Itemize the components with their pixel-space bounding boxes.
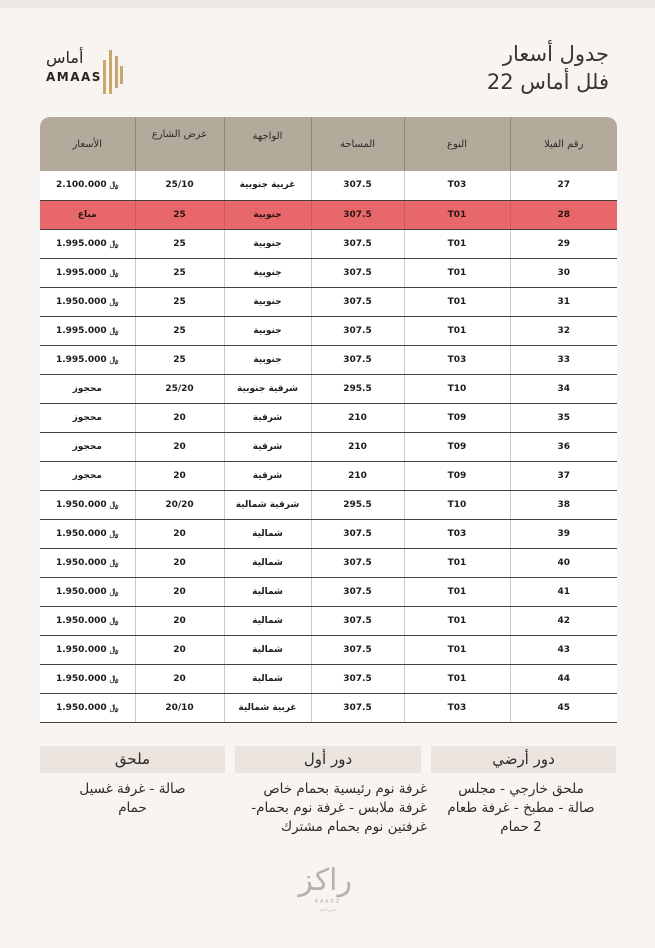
area-cell-text: 307.5 [343,267,372,278]
first-floor-details [232,780,427,837]
annex-details [40,780,225,818]
street-width-cell-text: 20 [173,441,186,452]
price-cell-text: محجوز [72,470,102,481]
type-cell-text: T01 [447,557,467,568]
rakez-tagline: بحس الثقة [319,907,337,912]
street-width-cell [135,229,224,258]
price-cell-text: 1.950.000 [55,528,107,539]
street-width-cell [135,432,224,461]
header-street-width: عرض الشارع [135,117,224,171]
price-cell-text: 1.995.000 [55,354,107,365]
type-cell-text: T01 [447,325,467,336]
area-cell [311,664,404,693]
street-width-cell [135,316,224,345]
facade-cell-text: شمالية [252,528,283,539]
area-cell [311,606,404,635]
area-cell [311,432,404,461]
street-width-cell-text: 25 [173,296,186,307]
facade-cell-text: شرقية [252,412,283,423]
facade-cell-text: جنوبية [253,267,282,278]
riyal-currency-icon: ﷼ [109,673,119,683]
facade-cell-text: جنوبية [253,296,282,307]
area-cell [311,548,404,577]
area-cell [311,693,404,722]
first-floor-title: دور أول [235,746,421,773]
street-width-cell [135,171,224,200]
type-cell [404,548,510,577]
ground-floor-line: صالة - مطبخ - غرفة طعام [447,800,595,816]
price-cell [40,606,135,635]
villa-number-cell [510,548,617,577]
villa-number-cell-text: 43 [557,644,571,655]
street-width-cell-text: 25 [173,209,186,220]
riyal-currency-icon: ﷼ [109,586,119,596]
street-width-cell-text: 20/20 [165,499,194,510]
first-floor-line: غرفة ملابس - غرفة نوم بحمام- [251,800,427,816]
price-table [40,117,617,723]
villa-number-cell [510,490,617,519]
table-row [40,664,617,693]
price-cell-text: 1.995.000 [55,325,107,336]
street-width-cell [135,461,224,490]
street-width-cell-text: 25/20 [165,383,194,394]
type-cell-text: T01 [447,615,467,626]
type-cell-text: T01 [447,238,467,249]
price-cell [40,664,135,693]
street-width-cell-text: 20 [173,615,186,626]
street-width-cell-text: 20 [173,412,186,423]
table-row [40,635,617,664]
villa-number-cell-text: 28 [557,209,571,220]
street-width-cell [135,200,224,229]
price-cell [40,490,135,519]
area-cell [311,461,404,490]
area-cell [311,171,404,200]
table-row [40,287,617,316]
page-title [487,40,609,96]
area-cell [311,258,404,287]
table-row [40,693,617,722]
street-width-cell [135,606,224,635]
rakez-logo [298,863,352,926]
street-width-cell-text: 20 [173,586,186,597]
annex-line: حمام [118,800,147,816]
type-cell-text: T10 [447,499,467,510]
area-cell [311,374,404,403]
annex-title: ملحق [40,746,225,773]
facade-cell-text: جنوبية [253,238,282,249]
price-cell-text: 1.950.000 [55,702,107,713]
street-width-cell [135,403,224,432]
facade-cell-text: شمالية [252,644,283,655]
header-facade: الواجهة [224,117,311,171]
annex-line: صالة - غرفة غسيل [79,781,186,797]
price-cell [40,316,135,345]
facade-cell [224,258,311,287]
villa-number-cell [510,200,617,229]
type-cell [404,577,510,606]
street-width-cell-text: 20 [173,644,186,655]
villa-number-cell [510,635,617,664]
facade-cell-text: شرقية جنوبية [237,383,298,394]
type-cell [404,693,510,722]
type-cell-text: T10 [447,383,467,394]
riyal-currency-icon: ﷼ [109,702,119,712]
area-cell-text: 307.5 [343,557,372,568]
table-row [40,200,617,229]
villa-number-cell-text: 33 [557,354,571,365]
villa-number-cell [510,432,617,461]
street-width-cell-text: 25 [173,354,186,365]
villa-number-cell [510,403,617,432]
type-cell-text: T09 [447,412,467,423]
street-width-cell-text: 20 [173,557,186,568]
type-cell-text: T01 [447,209,467,220]
riyal-currency-icon: ﷼ [109,325,119,335]
facade-cell-text: جنوبية [253,354,282,365]
type-cell [404,606,510,635]
price-cell-text: 1.950.000 [55,673,107,684]
price-cell [40,432,135,461]
table-row [40,577,617,606]
street-width-cell [135,548,224,577]
price-cell-text: محجوز [72,383,102,394]
ground-floor-line: 2 حمام [500,819,542,835]
header-area: المساحة [311,117,404,171]
type-cell [404,258,510,287]
villa-number-cell-text: 37 [557,470,571,481]
villa-number-cell [510,258,617,287]
street-width-cell [135,258,224,287]
facade-cell [224,316,311,345]
price-table-wrapper [40,117,617,723]
facade-cell [224,345,311,374]
price-cell [40,287,135,316]
street-width-cell-text: 20/10 [165,702,194,713]
area-cell-text: 307.5 [343,673,372,684]
table-row [40,258,617,287]
facade-cell [224,693,311,722]
facade-cell-text: غربية شمالية [238,702,297,713]
top-band [0,0,655,8]
villa-number-cell [510,519,617,548]
table-row [40,606,617,635]
villa-number-cell-text: 31 [557,296,571,307]
header-price: الأسعار [40,117,135,171]
facade-cell [224,635,311,664]
title-line-1: جدول أسعار [502,42,609,66]
villa-number-cell-text: 38 [557,499,571,510]
facade-cell [224,664,311,693]
price-cell [40,693,135,722]
type-cell [404,490,510,519]
riyal-currency-icon: ﷼ [109,180,119,190]
villa-number-cell [510,461,617,490]
villa-number-cell-text: 30 [557,267,571,278]
riyal-currency-icon: ﷼ [109,557,119,567]
table-row [40,316,617,345]
villa-number-cell-text: 39 [557,528,571,539]
price-cell [40,577,135,606]
type-cell-text: T03 [447,180,467,191]
street-width-cell-text: 25 [173,267,186,278]
type-cell-text: T01 [447,267,467,278]
type-cell [404,229,510,258]
street-width-cell-text: 25 [173,238,186,249]
type-cell [404,200,510,229]
price-cell [40,258,135,287]
facade-cell [224,548,311,577]
facade-cell-text: شرقية [252,441,283,452]
price-cell-text: 1.950.000 [55,499,107,510]
street-width-cell [135,635,224,664]
table-row [40,345,617,374]
facade-cell [224,490,311,519]
table-row [40,490,617,519]
type-cell-text: T01 [447,644,467,655]
area-cell-text: 307.5 [343,615,372,626]
price-cell-text: مباع [77,209,97,220]
facade-cell-text: شرقية [252,470,283,481]
villa-number-cell-text: 40 [557,557,571,568]
facade-cell [224,577,311,606]
table-row [40,461,617,490]
rakez-english-text: RAKEZ [314,899,342,905]
type-cell-text: T03 [447,354,467,365]
price-cell [40,200,135,229]
table-row [40,548,617,577]
area-cell [311,577,404,606]
street-width-cell [135,374,224,403]
facade-cell-text: شمالية [252,615,283,626]
first-floor-line: غرفتين نوم بحمام مشترك [280,819,427,835]
price-cell-text: 2.100.000 [55,180,107,191]
header-type: النوع [404,117,510,171]
type-cell [404,316,510,345]
area-cell-text: 210 [348,441,367,452]
street-width-cell [135,345,224,374]
area-cell [311,345,404,374]
type-cell [404,432,510,461]
villa-number-cell [510,171,617,200]
facade-cell [224,171,311,200]
ground-floor-title: دور أرضي [431,746,616,773]
facade-cell [224,519,311,548]
villa-number-cell [510,606,617,635]
street-width-cell [135,490,224,519]
table-row [40,171,617,200]
riyal-currency-icon: ﷼ [109,615,119,625]
type-cell-text: T01 [447,673,467,684]
price-cell-text: 1.950.000 [55,644,107,655]
ground-floor-details [421,780,621,837]
price-cell [40,548,135,577]
area-cell-text: 307.5 [343,354,372,365]
facade-cell [224,287,311,316]
table-row [40,229,617,258]
area-cell-text: 210 [348,412,367,423]
area-cell [311,490,404,519]
table-row [40,403,617,432]
header-villa-number: رقم الفيلا [510,117,617,171]
amaas-logo [44,44,124,96]
street-width-cell [135,693,224,722]
area-cell [311,519,404,548]
price-cell [40,461,135,490]
price-cell [40,519,135,548]
table-row [40,374,617,403]
street-width-cell [135,287,224,316]
villa-number-cell [510,693,617,722]
price-cell-text: 1.950.000 [55,296,107,307]
price-cell [40,345,135,374]
type-cell-text: T09 [447,470,467,481]
area-cell [311,229,404,258]
riyal-currency-icon: ﷼ [109,499,119,509]
area-cell-text: 307.5 [343,296,372,307]
facade-cell [224,403,311,432]
street-width-cell [135,519,224,548]
title-line-2: فلل أماس 22 [486,70,609,94]
price-cell-text: 1.950.000 [55,615,107,626]
area-cell-text: 295.5 [343,499,372,510]
street-width-cell-text: 20 [173,673,186,684]
type-cell [404,403,510,432]
villa-number-cell [510,287,617,316]
facade-cell [224,200,311,229]
street-width-cell-text: 20 [173,528,186,539]
area-cell [311,200,404,229]
type-cell [404,374,510,403]
riyal-currency-icon: ﷼ [109,238,119,248]
villa-number-cell [510,577,617,606]
area-cell [311,316,404,345]
facade-cell [224,461,311,490]
riyal-currency-icon: ﷼ [109,644,119,654]
street-width-cell [135,664,224,693]
facade-cell-text: غربية جنوبية [239,180,296,191]
type-cell-text: T03 [447,702,467,713]
area-cell-text: 307.5 [343,238,372,249]
villa-number-cell [510,345,617,374]
price-cell-text: 1.995.000 [55,238,107,249]
price-cell-text: محجوز [72,441,102,452]
table-row [40,519,617,548]
villa-number-cell-text: 42 [557,615,571,626]
price-cell [40,374,135,403]
villa-number-cell-text: 34 [557,383,571,394]
villa-number-cell-text: 41 [557,586,571,597]
type-cell [404,519,510,548]
facade-cell-text: شمالية [252,557,283,568]
villa-number-cell-text: 29 [557,238,571,249]
price-cell-text: 1.950.000 [55,586,107,597]
area-cell-text: 307.5 [343,586,372,597]
type-cell [404,171,510,200]
riyal-currency-icon: ﷼ [109,267,119,277]
logo-arabic-text: أماس [46,48,84,67]
first-floor-line: غرفة نوم رئيسية بحمام خاص [263,781,427,797]
ground-floor-line: ملحق خارجي - مجلس [458,781,584,797]
logo-english-text: AMAAS [46,70,102,84]
villa-number-cell [510,229,617,258]
riyal-currency-icon: ﷼ [109,296,119,306]
villa-number-cell [510,374,617,403]
area-cell-text: 307.5 [343,325,372,336]
facade-cell-text: شرقية شمالية [235,499,300,510]
area-cell-text: 210 [348,470,367,481]
price-cell-text: محجوز [72,412,102,423]
type-cell [404,345,510,374]
type-cell-text: T01 [447,296,467,307]
riyal-currency-icon: ﷼ [109,528,119,538]
price-cell [40,229,135,258]
area-cell-text: 307.5 [343,528,372,539]
area-cell [311,403,404,432]
type-cell-text: T01 [447,586,467,597]
price-cell-text: 1.995.000 [55,267,107,278]
facade-cell [224,229,311,258]
facade-cell [224,606,311,635]
table-row [40,432,617,461]
facade-cell-text: جنوبية [253,209,282,220]
facade-cell-text: شمالية [252,586,283,597]
street-width-cell-text: 20 [173,470,186,481]
building-logo-icon [102,44,124,94]
villa-number-cell [510,664,617,693]
villa-number-cell-text: 45 [557,702,571,713]
type-cell [404,664,510,693]
price-cell [40,403,135,432]
table-header-row [40,117,617,171]
area-cell-text: 307.5 [343,702,372,713]
area-cell [311,635,404,664]
type-cell [404,461,510,490]
villa-number-cell-text: 32 [557,325,571,336]
rakez-arabic-text: راكز [298,863,352,898]
type-cell [404,287,510,316]
villa-number-cell [510,316,617,345]
riyal-currency-icon: ﷼ [109,354,119,364]
area-cell-text: 307.5 [343,209,372,220]
facade-cell-text: شمالية [252,673,283,684]
villa-number-cell-text: 35 [557,412,571,423]
price-cell-text: 1.950.000 [55,557,107,568]
street-width-cell-text: 25/10 [165,180,194,191]
facade-cell [224,432,311,461]
area-cell-text: 295.5 [343,383,372,394]
street-width-cell-text: 25 [173,325,186,336]
price-cell [40,171,135,200]
villa-number-cell-text: 36 [557,441,571,452]
price-cell [40,635,135,664]
area-cell-text: 307.5 [343,644,372,655]
facade-cell-text: جنوبية [253,325,282,336]
type-cell [404,635,510,664]
type-cell-text: T09 [447,441,467,452]
type-cell-text: T03 [447,528,467,539]
table-body [40,171,617,722]
area-cell [311,287,404,316]
facade-cell [224,374,311,403]
villa-number-cell-text: 27 [557,180,571,191]
area-cell-text: 307.5 [343,180,372,191]
street-width-cell [135,577,224,606]
villa-number-cell-text: 44 [557,673,571,684]
